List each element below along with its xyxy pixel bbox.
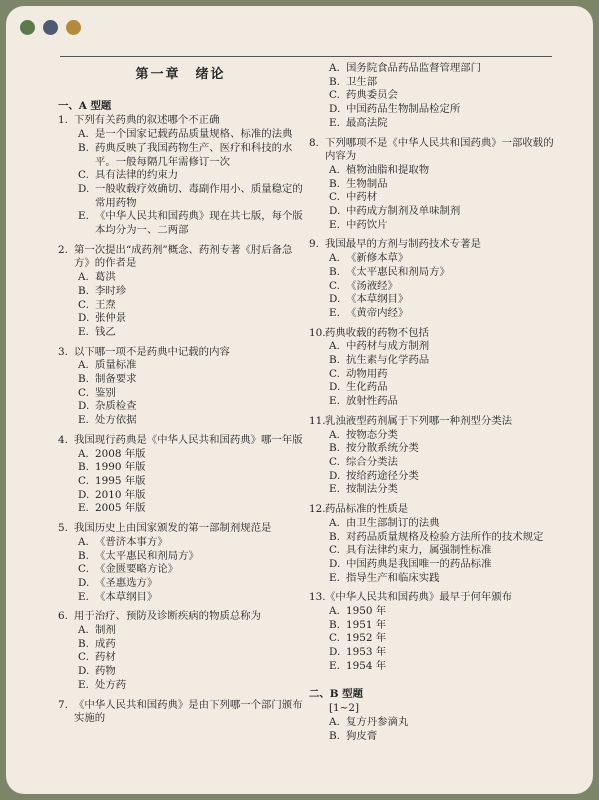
option-text: 药典反映了我国药物生产、医疗和科技的水平。一般每隔几年需修订一次 (95, 141, 293, 168)
answer-option (58, 326, 303, 340)
answer-option (58, 128, 303, 142)
answer-option (309, 381, 559, 395)
question-item (58, 522, 303, 604)
option-letter: E. (329, 306, 340, 319)
option-letter: E. (329, 395, 340, 408)
answer-option (58, 563, 303, 577)
left-column (58, 62, 303, 726)
option-text: 2008 年版 (95, 447, 146, 460)
gold-dot-icon[interactable] (66, 20, 81, 35)
answer-option (309, 716, 559, 730)
answer-option (309, 558, 559, 572)
answer-option (58, 359, 303, 373)
answer-option (309, 280, 559, 294)
option-letter: D. (78, 400, 90, 413)
option-letter: A. (329, 340, 340, 353)
blue-dot-icon[interactable] (43, 20, 58, 35)
answer-option (309, 164, 559, 178)
option-letter: A. (329, 62, 340, 74)
option-text: 葛洪 (95, 271, 116, 284)
question-number: 1. (58, 114, 68, 127)
answer-option (58, 271, 303, 285)
option-text: 1952 年 (346, 632, 387, 645)
option-text: 《普济本事方》 (95, 535, 168, 548)
question-text: 我国历史上由国家颁发的第一部制剂规范是 (74, 522, 272, 535)
section-b-heading: 二、B 型题 (309, 687, 363, 700)
option-letter: E. (78, 678, 89, 691)
chapter-title: 第一章 绪论 (135, 67, 226, 82)
answer-option (58, 577, 303, 591)
answer-option (309, 517, 559, 531)
question-number: 10. (309, 326, 326, 339)
option-text: 由卫生部制订的法典 (346, 516, 440, 529)
option-letter: D. (329, 205, 341, 218)
question-stem (58, 522, 303, 536)
question-text: 药典收载的药物不包括 (325, 326, 429, 339)
answer-option (58, 638, 303, 652)
option-letter: C. (329, 191, 340, 204)
question-item (309, 503, 559, 585)
option-letter: A. (329, 428, 340, 441)
option-letter: C. (78, 651, 89, 664)
option-letter: C. (78, 169, 89, 182)
question-stem (58, 434, 303, 448)
option-text: 《中华人民共和国药典》现在共七版，每个版本均分为一、二两部 (95, 210, 303, 237)
question-item (58, 114, 303, 237)
answer-option (309, 205, 559, 219)
answer-option (309, 307, 559, 321)
option-letter: A. (329, 715, 340, 728)
answer-option (58, 142, 303, 169)
question-stem (309, 238, 559, 252)
option-letter: D. (329, 469, 341, 482)
option-letter: B. (78, 141, 89, 154)
answer-option (309, 730, 559, 744)
question-text: 以下哪一项不是药典中记载的内容 (74, 345, 230, 358)
question-item (309, 238, 559, 320)
answer-option (309, 395, 559, 409)
option-letter: B. (329, 354, 340, 367)
answer-option (309, 178, 559, 192)
option-letter: A. (329, 605, 340, 618)
left-question-list (58, 114, 303, 726)
option-text: 《新修本草》 (346, 252, 409, 265)
question-text: 我国现行药典是《中华人民共和国药典》哪一年版 (74, 433, 303, 446)
answer-option (309, 646, 559, 660)
option-letter: A. (78, 128, 89, 141)
option-letter: A. (78, 624, 89, 637)
answer-option (309, 354, 559, 368)
question-text: 《中华人民共和国药典》最早于何年颁布 (325, 591, 513, 604)
option-letter: D. (78, 665, 90, 678)
question-text: 药品标准的性质是 (325, 503, 409, 516)
option-letter: A. (329, 163, 340, 176)
option-letter: C. (329, 455, 340, 468)
answer-option (309, 470, 559, 484)
option-text: 具有法律的约束力 (95, 169, 179, 182)
option-letter: C. (329, 279, 340, 292)
question-number: 13. (309, 591, 326, 604)
option-letter: E. (329, 483, 340, 496)
answer-option (58, 400, 303, 414)
question-number: 5. (58, 522, 68, 535)
option-letter: A. (329, 252, 340, 265)
option-text: 按分散系统分类 (346, 442, 419, 455)
question-text: 用于治疗、预防及诊断疾病的物质总称为 (74, 610, 262, 623)
question-item (309, 137, 559, 233)
option-letter: D. (329, 103, 341, 116)
option-text: 《本草纲目》 (95, 590, 158, 603)
option-text: 1954 年 (346, 659, 387, 672)
option-letter: B. (78, 637, 89, 650)
question-number: 3. (58, 345, 68, 358)
option-letter: A. (78, 271, 89, 284)
option-text: 处方依据 (95, 414, 137, 427)
option-letter: D. (78, 576, 90, 589)
answer-option (309, 429, 559, 443)
answer-option (309, 368, 559, 382)
option-text: 1951 年 (346, 618, 387, 631)
answer-option (309, 293, 559, 307)
option-text: 《太平惠民和剂局方》 (346, 265, 450, 278)
answer-option (309, 103, 559, 117)
option-text: 《金匮要略方论》 (95, 563, 179, 576)
option-letter: B. (78, 549, 89, 562)
option-letter: C. (329, 544, 340, 557)
option-text: 放射性药品 (346, 395, 398, 408)
option-text: 杂质检查 (95, 400, 137, 413)
question-text: 下列有关药典的叙述哪个不正确 (74, 114, 220, 127)
option-text: 《本草纲目》 (346, 293, 409, 306)
answer-option (58, 502, 303, 516)
answer-option (309, 619, 559, 633)
section-a-heading: 一、A 型题 (58, 99, 112, 112)
option-text: 钱乙 (95, 325, 116, 338)
option-letter: E. (78, 414, 89, 427)
question-text: 我国最早的方剂与制药技术专著是 (325, 238, 481, 251)
answer-option (309, 252, 559, 266)
option-text: 对药品质量规格及检验方法所作的技术规定 (346, 530, 544, 543)
option-letter: C. (78, 563, 89, 576)
option-text: 张仲景 (95, 312, 127, 325)
answer-option (58, 285, 303, 299)
option-letter: C. (78, 386, 89, 399)
green-dot-icon[interactable] (20, 20, 35, 35)
option-text: 一般收载疗效确切、毒副作用小、质量稳定的常用药物 (95, 182, 303, 209)
answer-option (309, 191, 559, 205)
option-text: 具有法律约束力，属强制性标准 (346, 544, 492, 557)
option-text: 按制法分类 (346, 483, 398, 496)
option-text: 卫生部 (346, 75, 378, 88)
option-text: 国务院食品药品监督管理部门 (346, 62, 482, 74)
answer-option (58, 679, 303, 693)
answer-option (58, 624, 303, 638)
answer-option (309, 544, 559, 558)
option-letter: A. (329, 516, 340, 529)
answer-option (309, 340, 559, 354)
answer-option (58, 312, 303, 326)
option-text: 是一个国家记载药品质量规格、标准的法典 (95, 128, 293, 141)
option-text: 动物用药 (346, 367, 388, 380)
option-letter: B. (329, 618, 340, 631)
option-text: 处方药 (95, 678, 127, 691)
option-letter: E. (329, 116, 340, 129)
answer-option (58, 299, 303, 313)
answer-option (58, 387, 303, 401)
option-text: 《圣惠选方》 (95, 576, 158, 589)
question-stem (58, 346, 303, 360)
question-stem (58, 114, 303, 128)
answer-option (309, 89, 559, 103)
option-text: 2010 年版 (95, 488, 146, 501)
answer-option (58, 448, 303, 462)
question-number: 2. (58, 243, 68, 256)
option-text: 李时珍 (95, 284, 127, 297)
document-page (6, 6, 593, 794)
option-text: 中国药品生物制品检定所 (346, 103, 461, 116)
question-stem (309, 137, 559, 164)
option-text: 1953 年 (346, 646, 387, 659)
question-stem (309, 591, 559, 605)
option-text: 2005 年版 (95, 502, 146, 515)
answer-option (309, 531, 559, 545)
option-letter: B. (329, 442, 340, 455)
option-text: 《太平惠民和剂局方》 (95, 549, 199, 562)
answer-option (58, 373, 303, 387)
question-item (58, 610, 303, 692)
option-letter: D. (329, 293, 341, 306)
answer-option (309, 605, 559, 619)
answer-option (58, 210, 303, 237)
option-letter: B. (78, 461, 89, 474)
question-text: 下列哪项不是《中华人民共和国药典》一部收载的内容为 (325, 136, 554, 163)
question-number: 4. (58, 433, 68, 446)
answer-option (309, 76, 559, 90)
option-text: 中药材 (346, 191, 378, 204)
option-letter: E. (78, 325, 89, 338)
option-letter: C. (329, 89, 340, 102)
question-stem (309, 503, 559, 517)
option-text: 抗生素与化学药品 (346, 354, 430, 367)
question-item (58, 699, 303, 726)
right-column (309, 62, 559, 743)
option-text: 成药 (95, 637, 116, 650)
answer-option (309, 62, 559, 76)
answer-option (58, 550, 303, 564)
option-letter: C. (78, 298, 89, 311)
answer-option (309, 483, 559, 497)
question-item (309, 327, 559, 409)
option-letter: E. (329, 659, 340, 672)
question-stem (309, 327, 559, 341)
q7-options-continued (309, 62, 559, 137)
question-stem (58, 699, 303, 726)
option-letter: A. (78, 359, 89, 372)
option-text: 药物 (95, 665, 116, 678)
option-letter: B. (78, 284, 89, 297)
option-text: 最高法院 (346, 116, 388, 129)
option-letter: B. (78, 373, 89, 386)
question-number: 8. (309, 136, 319, 149)
option-letter: A. (78, 447, 89, 460)
option-letter: D. (329, 557, 341, 570)
option-text: 中国药典是我国唯一的药品标准 (346, 557, 492, 570)
answer-option (58, 665, 303, 679)
question-item (309, 591, 559, 673)
option-text: 1995 年版 (95, 474, 146, 487)
answer-option (58, 461, 303, 475)
option-text: 按给药途径分类 (346, 469, 419, 482)
option-letter: B. (329, 265, 340, 278)
option-text: 复方丹参滴丸 (346, 715, 409, 728)
question-item (58, 346, 303, 428)
question-number: 6. (58, 610, 68, 623)
answer-option (309, 572, 559, 586)
answer-option (309, 660, 559, 674)
option-letter: D. (78, 312, 90, 325)
right-question-list (309, 137, 559, 674)
answer-option (309, 456, 559, 470)
option-text: 植物油脂和提取物 (346, 163, 430, 176)
option-letter: E. (78, 210, 89, 223)
option-letter: B. (329, 729, 340, 742)
option-text: 药材 (95, 651, 116, 664)
answer-option (58, 489, 303, 503)
b-range-label: [1~2] (329, 702, 360, 715)
b-option-list (309, 716, 559, 743)
option-text: 指导生产和临床实践 (346, 571, 440, 584)
answer-option (58, 651, 303, 665)
answer-option (309, 632, 559, 646)
answer-option (58, 536, 303, 550)
answer-option (309, 117, 559, 131)
option-text: 药典委员会 (346, 89, 398, 102)
question-stem (58, 244, 303, 271)
header-rule (60, 56, 552, 57)
option-letter: B. (329, 75, 340, 88)
answer-option (309, 442, 559, 456)
question-text: 乳浊液型药剂属于下列哪一种剂型分类法 (325, 414, 513, 427)
question-number: 7. (58, 698, 68, 711)
option-text: 《汤液经》 (346, 279, 398, 292)
option-letter: A. (78, 535, 89, 548)
option-letter: E. (329, 571, 340, 584)
answer-option (58, 183, 303, 210)
option-letter: B. (329, 530, 340, 543)
question-stem (58, 610, 303, 624)
option-text: 质量标准 (95, 359, 137, 372)
window-controls (20, 20, 81, 35)
option-letter: C. (78, 474, 89, 487)
option-text: 中药成方制剂及单味制剂 (346, 205, 461, 218)
question-item (58, 244, 303, 340)
question-number: 11. (309, 414, 326, 427)
answer-option (309, 219, 559, 233)
option-letter: E. (78, 590, 89, 603)
question-item (309, 415, 559, 497)
option-text: 《黄帝内经》 (346, 306, 409, 319)
answer-option (309, 266, 559, 280)
option-text: 制剂 (95, 624, 116, 637)
option-letter: C. (329, 632, 340, 645)
option-text: 中药材与成方制剂 (346, 340, 430, 353)
option-letter: D. (329, 646, 341, 659)
question-stem (309, 415, 559, 429)
option-text: 鉴别 (95, 386, 116, 399)
answer-option (58, 475, 303, 489)
option-letter: E. (329, 218, 340, 231)
option-text: 生化药品 (346, 381, 388, 394)
option-letter: C. (329, 367, 340, 380)
option-text: 综合分类法 (346, 455, 398, 468)
option-text: 王焘 (95, 298, 116, 311)
option-text: 狗皮膏 (346, 729, 378, 742)
answer-option (58, 591, 303, 605)
option-letter: D. (78, 182, 90, 195)
option-text: 制备要求 (95, 373, 137, 386)
question-text: 《中华人民共和国药典》是由下列哪一个部门颁布实施的 (74, 698, 303, 725)
question-number: 9. (309, 238, 319, 251)
option-letter: B. (329, 177, 340, 190)
option-text: 1950 年 (346, 605, 387, 618)
option-letter: D. (329, 381, 341, 394)
option-letter: D. (78, 488, 90, 501)
question-number: 12. (309, 503, 326, 516)
question-text: 第一次提出“成药剂”概念、药剂专著《肘后备急方》的作者是 (74, 243, 293, 270)
question-item (58, 434, 303, 516)
option-text: 生物制品 (346, 177, 388, 190)
option-text: 中药饮片 (346, 218, 388, 231)
option-text: 1990 年版 (95, 461, 146, 474)
answer-option (58, 414, 303, 428)
option-text: 按物态分类 (346, 428, 398, 441)
answer-option (58, 169, 303, 183)
option-letter: E. (78, 502, 89, 515)
